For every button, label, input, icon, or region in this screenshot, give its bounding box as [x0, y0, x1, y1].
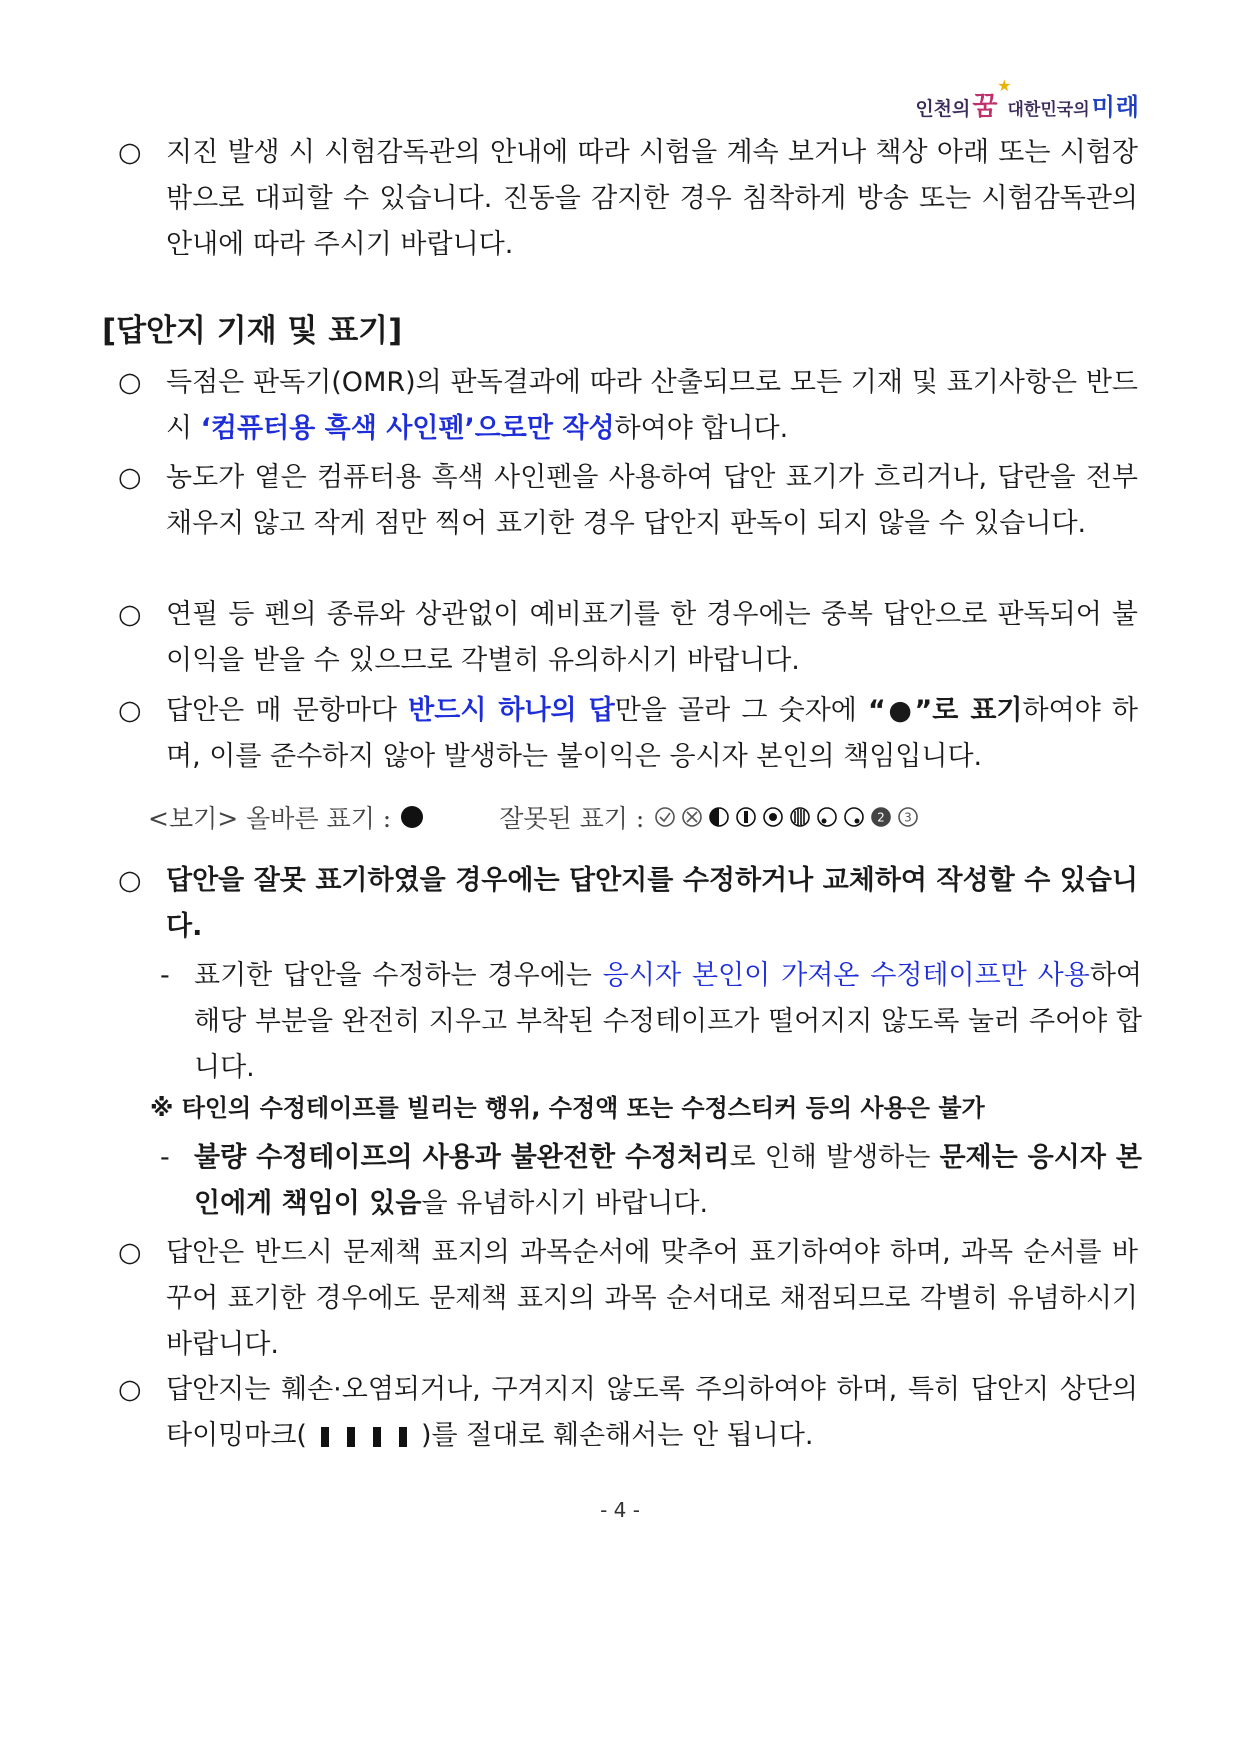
logo-text-future: 미래 [1091, 93, 1140, 121]
dot-bottom-right-circle-icon [843, 806, 865, 828]
logo-text-dream: 꿈 ★ [972, 76, 1012, 122]
logo-text-korea: 대한민국의 [1007, 100, 1090, 120]
dash-marker: - [160, 960, 170, 991]
dot-circle-icon [762, 806, 784, 828]
marking-example [148, 795, 919, 839]
list-item-text: 연필 등 펜의 종류와 상관없이 예비표기를 한 경우에는 중복 답안으로 판독되어 불이익을 받을 수 있으므로 각별히 유의하시기 바랍니다. [166, 599, 1138, 676]
dot-bottom-left-circle-icon [816, 806, 838, 828]
bullet-circle: ○ [118, 599, 142, 630]
logo-text-incheon: 인천의 [915, 98, 971, 120]
section-title: [답안지 기재 및 표기] [102, 313, 403, 349]
list-item [118, 1230, 1138, 1368]
list-item [118, 1367, 1138, 1459]
bullet-circle: ○ [118, 865, 142, 896]
wrong-mark-label: 잘못된 표기 : [499, 804, 645, 833]
number-two-circle-icon [870, 806, 892, 828]
page-number: - 4 - [600, 1498, 640, 1522]
striped-circle-icon [789, 806, 811, 828]
bullet-circle: ○ [118, 1374, 142, 1405]
list-item [118, 360, 1138, 452]
highlight-text: 반드시 하나의 답 [408, 695, 615, 726]
svg-text:3: 3 [904, 810, 913, 825]
list-item-text: 농도가 옅은 컴퓨터용 흑색 사인펜을 사용하여 답안 표기가 흐리거나, 답란을 전부 채우지 않고 작게 점만 찍어 표기한 경우 답안지 판독이 되지 않을 수 있습니다. [166, 462, 1138, 539]
header-logo [915, 76, 1140, 123]
correct-mark-label: <보기> 올바른 표기 : [148, 804, 392, 833]
list-item-text: 답안지는 훼손·오염되거나, 구겨지지 않도록 주의하여야 하며, 특히 답안지 상단의 타이밍마크( )를 절대로 훼손해서는 안 됩니다. [166, 1374, 1138, 1451]
bullet-circle: ○ [118, 695, 142, 726]
list-item-text: 답안을 잘못 표기하였을 경우에는 답안지를 수정하거나 교체하여 작성할 수 있습니다. [166, 865, 1138, 942]
sub-list-item-text: 불량 수정테이프의 사용과 불완전한 수정처리로 인해 발생하는 문제는 응시자 본인에게 책임이 있음을 유념하시기 바랍니다. [194, 1142, 1142, 1219]
note-text: ※ 타인의 수정테이프를 빌리는 행위, 수정액 또는 수정스티커 등의 사용은 불가 [150, 1094, 985, 1122]
sub-list-item [160, 953, 1142, 1091]
highlight-text: ‘컴퓨터용 흑색 사인펜’으로만 작성 [200, 413, 615, 444]
list-item [118, 455, 1138, 547]
svg-text:2: 2 [877, 810, 886, 825]
check-circle-icon [654, 806, 676, 828]
number-three-circle-icon [897, 806, 919, 828]
bullet-circle: ○ [118, 137, 142, 168]
wrong-marks [654, 806, 919, 828]
bullet-circle: ○ [118, 462, 142, 493]
list-item [118, 592, 1138, 684]
x-circle-icon [681, 806, 703, 828]
intro-paragraph [118, 130, 1138, 268]
sub-list-item-text: 표기한 답안을 수정하는 경우에는 응시자 본인이 가져온 수정테이프만 사용하여 해당 부분을 완전히 지우고 부착된 수정테이프가 떨어지지 않도록 눌러 주어야 합니다. [194, 960, 1142, 1083]
bullet-circle: ○ [118, 367, 142, 398]
bar-circle-icon [735, 806, 757, 828]
filled-circle-icon [401, 806, 423, 828]
dash-marker: - [160, 1142, 170, 1173]
list-item [118, 858, 1138, 950]
highlight-text: 응시자 본인이 가져온 수정테이프만 사용 [602, 960, 1090, 991]
sub-list-item [160, 1135, 1142, 1227]
list-item-text: 답안은 반드시 문제책 표지의 과목순서에 맞추어 표기하여야 하며, 과목 순서를 바꾸어 표기한 경우에도 문제책 표지의 과목 순서대로 채점되므로 각별히 유념하시기 바랍니다. [166, 1237, 1138, 1360]
bold-text: “●”로 표기 [868, 695, 1023, 726]
intro-text: 지진 발생 시 시험감독관의 안내에 따라 시험을 계속 보거나 책상 아래 또는 시험장 밖으로 대피할 수 있습니다. 진동을 감지한 경우 침착하게 방송 또는 시험감독관의 안내에 따라 주시기 바랍니다. [166, 137, 1138, 260]
timing-mark-icon [321, 1427, 407, 1447]
star-icon: ★ [997, 76, 1012, 95]
bullet-circle: ○ [118, 1237, 142, 1268]
list-item-text: 득점은 판독기(OMR)의 판독결과에 따라 산출되므로 모든 기재 및 표기사항은 반드시 ‘컴퓨터용 흑색 사인펜’으로만 작성하여야 합니다. [166, 367, 1138, 444]
half-filled-circle-icon [708, 806, 730, 828]
list-item-text: 답안은 매 문항마다 반드시 하나의 답만을 골라 그 숫자에 “●”로 표기하여야 하며, 이를 준수하지 않아 발생하는 불이익은 응시자 본인의 책임입니다. [166, 695, 1138, 772]
list-item [118, 688, 1138, 780]
